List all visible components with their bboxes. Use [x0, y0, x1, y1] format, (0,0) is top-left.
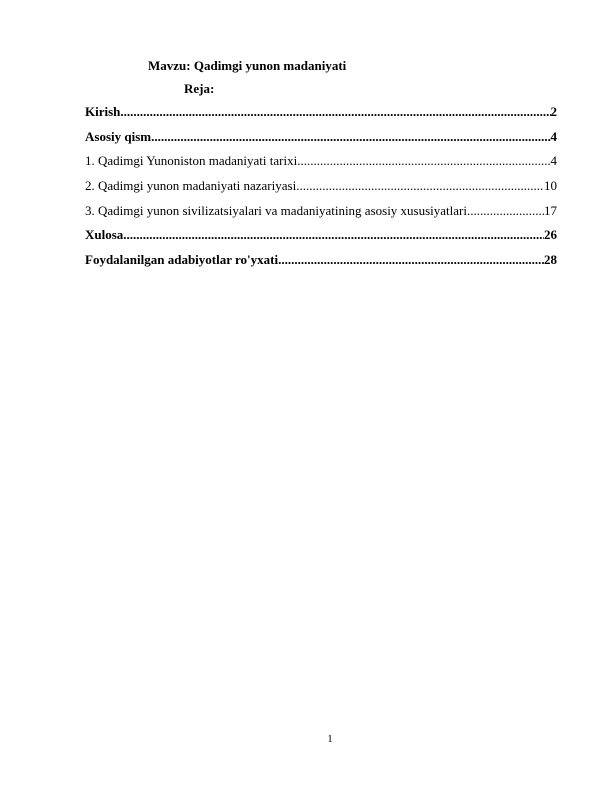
- toc-entry-page: 2: [550, 104, 557, 119]
- toc-entry-page: 4: [550, 153, 557, 169]
- toc-entry-asosiy-qism[interactable]: [85, 129, 557, 144]
- toc-dot-leader: [467, 203, 544, 218]
- toc-entry-kirish[interactable]: [85, 104, 557, 119]
- plan-heading: Reja:: [184, 81, 215, 96]
- toc-entry-section-2[interactable]: [85, 178, 557, 193]
- toc-entry-label: 2. Qadimgi yunon madaniyati nazariyasi: [85, 178, 297, 194]
- toc-entry-page: 10: [544, 178, 557, 194]
- toc-entry-section-3[interactable]: [85, 203, 557, 218]
- toc-entry-page: 26: [544, 227, 557, 243]
- toc-dot-leader: [123, 227, 544, 242]
- toc-entry-label: Foydalanilgan adabiyotlar ro'yxati: [85, 252, 279, 268]
- page-number: 1: [327, 733, 333, 745]
- toc-entry-label: Asosiy qism: [85, 128, 152, 144]
- toc-entry-section-1[interactable]: [85, 153, 557, 168]
- toc-entry-page: 4: [550, 128, 557, 144]
- toc-entry-page: 28: [544, 252, 557, 268]
- toc-entry-label: Kirish: [85, 104, 121, 119]
- toc-entry-label: Xulosa: [85, 227, 124, 243]
- document-title: Mavzu: Qadimgi yunon madaniyati: [148, 58, 347, 73]
- toc-entry-label: 3. Qadimgi yunon sivilizatsiyalari va madaniyatining asosiy xususiyatlari: [85, 202, 467, 218]
- toc-entry-xulosa[interactable]: [85, 227, 557, 242]
- toc-dot-leader: [278, 252, 544, 267]
- toc-entry-adabiyotlar[interactable]: [85, 252, 557, 267]
- toc-entry-page: 17: [544, 202, 557, 218]
- toc-dot-leader: [296, 178, 544, 193]
- toc-dot-leader: [120, 104, 550, 119]
- toc-dot-leader: [297, 153, 550, 168]
- toc-dot-leader: [151, 129, 550, 144]
- table-of-contents: [85, 104, 557, 277]
- toc-entry-label: 1. Qadimgi Yunoniston madaniyati tarixi: [85, 153, 298, 169]
